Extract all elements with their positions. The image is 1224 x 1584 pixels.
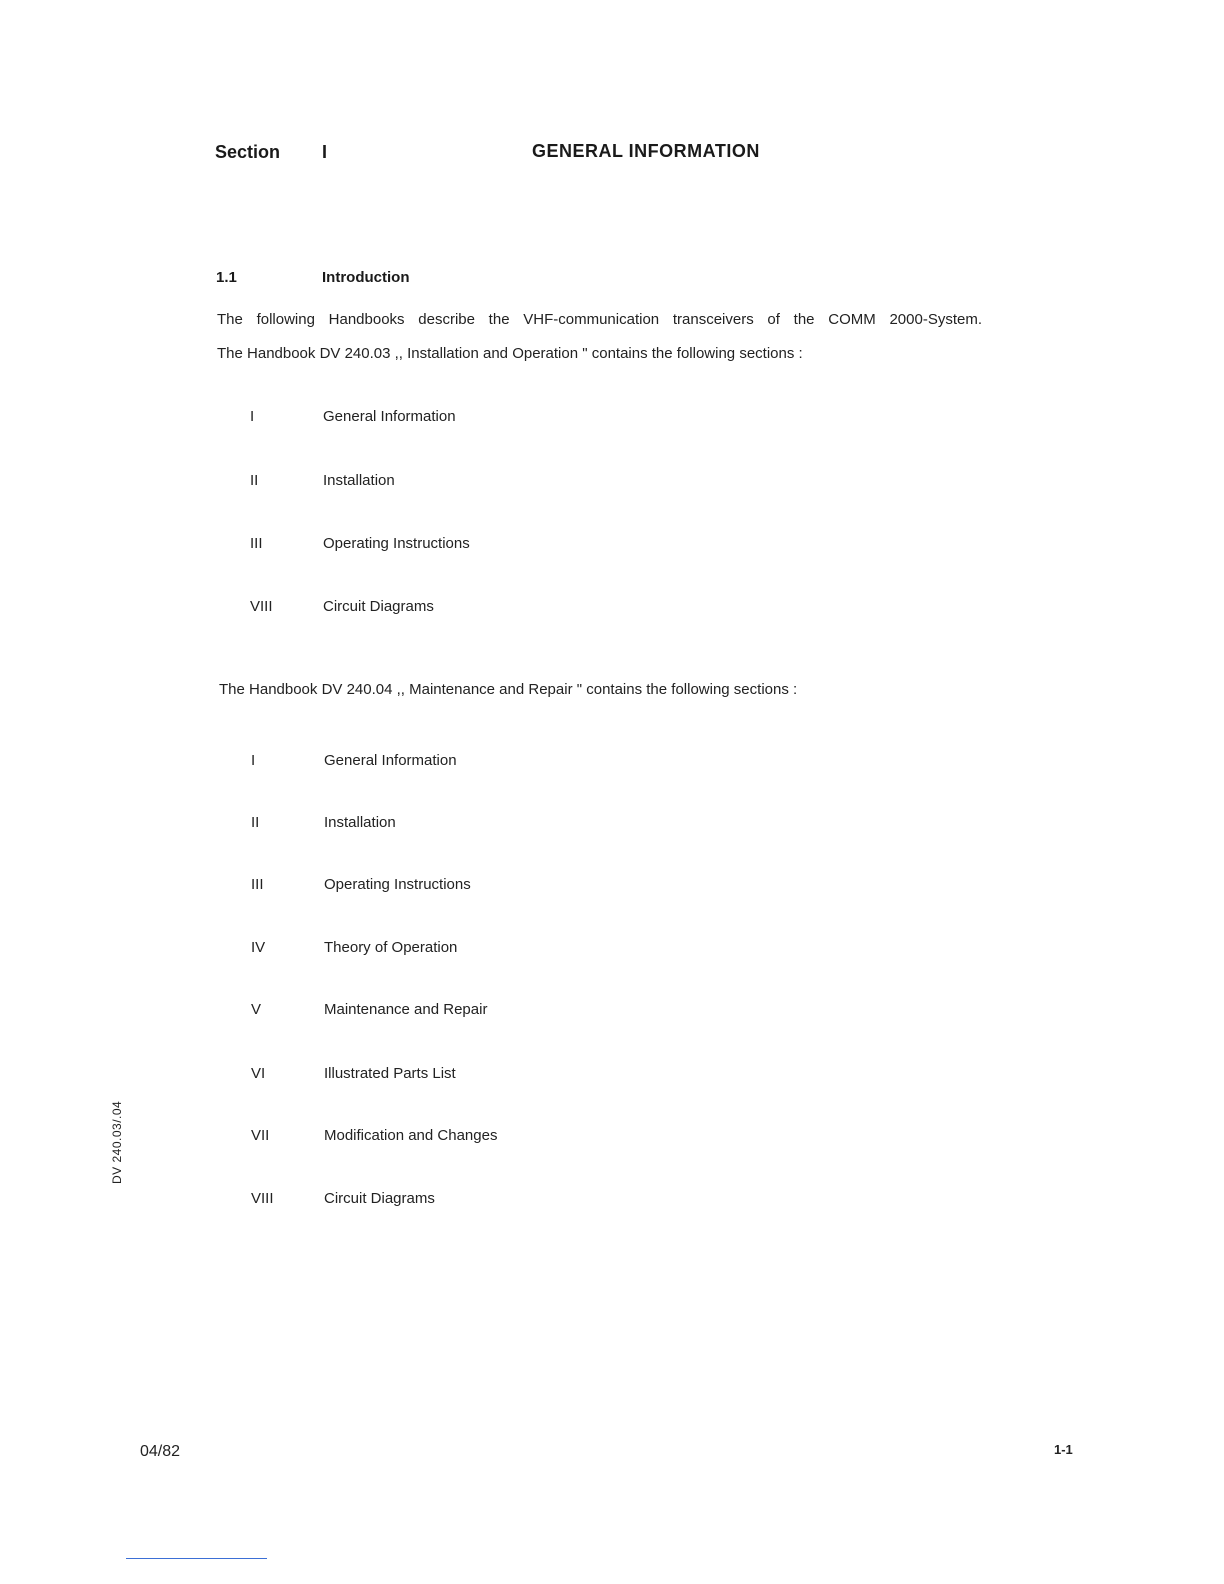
handbook-2-paragraph: The Handbook DV 240.04 ,, Maintenance and Repair " contains the following sections :	[219, 681, 798, 698]
margin-document-code: DV 240.03/.04	[110, 1100, 124, 1184]
section-number: I	[322, 142, 328, 162]
section-name: Theory of Operation	[324, 939, 458, 956]
roman-numeral: VI	[251, 1065, 266, 1082]
section-name: General Information	[323, 408, 456, 425]
roman-numeral: IV	[251, 939, 266, 956]
section-name: Modification and Changes	[324, 1127, 498, 1144]
roman-numeral: III	[251, 876, 264, 893]
roman-numeral: II	[251, 814, 260, 831]
roman-numeral: VII	[251, 1127, 270, 1144]
section-name: Maintenance and Repair	[324, 1001, 488, 1018]
section-name: General Information	[324, 752, 457, 769]
roman-numeral: II	[250, 472, 259, 489]
subsection-number: 1.1	[216, 269, 237, 286]
page-number: 1-1	[1054, 1442, 1073, 1457]
roman-numeral: VIII	[251, 1190, 274, 1207]
section-name: Installation	[323, 472, 395, 489]
roman-numeral: V	[251, 1001, 262, 1018]
section-name: Circuit Diagrams	[323, 598, 434, 615]
section-title: GENERAL INFORMATION	[532, 141, 760, 161]
section-label: Section	[215, 142, 281, 162]
handbook-1-paragraph: The Handbook DV 240.03 ,, Installation and Operation " contains the following sections :	[217, 345, 803, 362]
section-name: Operating Instructions	[323, 535, 470, 552]
section-name: Circuit Diagrams	[324, 1190, 435, 1207]
roman-numeral: I	[250, 408, 255, 425]
section-name: Operating Instructions	[324, 876, 471, 893]
bottom-rule	[126, 1558, 267, 1559]
roman-numeral: VIII	[250, 598, 273, 615]
section-name: Installation	[324, 814, 396, 831]
roman-numeral: I	[251, 752, 256, 769]
subsection-title: Introduction	[322, 269, 410, 286]
roman-numeral: III	[250, 535, 263, 552]
intro-paragraph: The following Handbooks describe the VHF-communication transceivers of the COMM 2000-System.	[217, 311, 982, 328]
section-name: Illustrated Parts List	[324, 1065, 456, 1082]
footer-date: 04/82	[140, 1443, 181, 1460]
